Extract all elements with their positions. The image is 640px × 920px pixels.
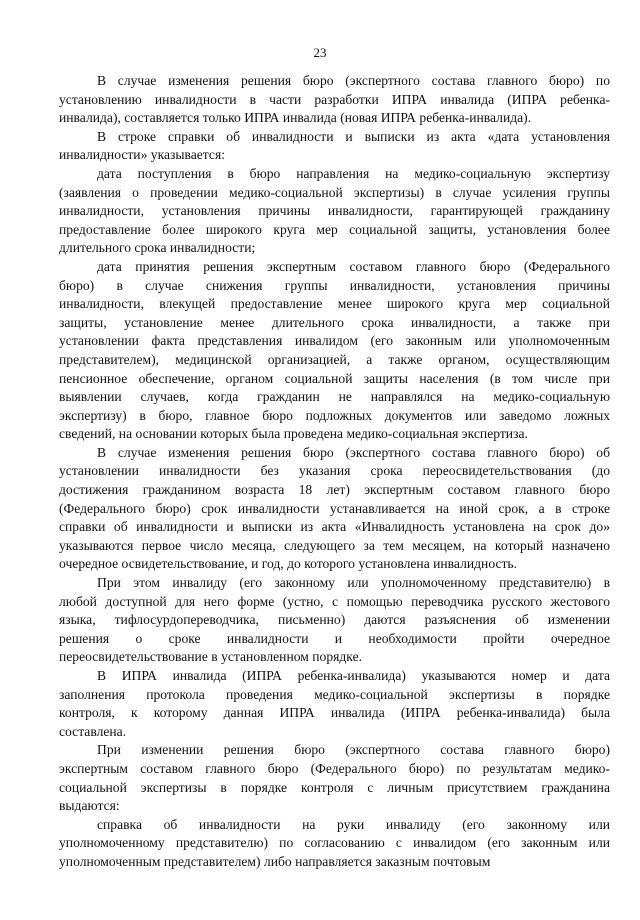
text-line: уполномоченному представителю) по согласованию с инвалидом (его законным или — [59, 835, 610, 851]
text-line: пенсионное обеспечение, органом социальной защиты населения (в том числе при — [59, 370, 610, 386]
text-line: уполномоченным представителем) либо направляется заказным почтовым — [59, 853, 491, 869]
text-line: В строке справки об инвалидности и выписки из акта «дата установления — [97, 128, 610, 144]
paragraph — [59, 816, 610, 872]
text-line: (Федерального бюро) срок инвалидности устанавливается на иной срок, а в строке — [59, 500, 610, 516]
text-line: заполнения протокола проведения медико-социальной экспертизы в порядке — [59, 686, 610, 702]
text-line: установлении факта представления инвалидом (его законным или уполномоченным — [59, 333, 610, 349]
text-line: переосвидетельствование в установленном порядке. — [59, 649, 362, 665]
text-line: указываются первое число месяца, следующего за тем месяцем, на который назначено — [59, 537, 610, 553]
text-line: установлению инвалидности в части разработки ИПРА инвалида (ИПРА ребенка- — [59, 91, 610, 107]
text-line: При изменении решения бюро (экспертного состава главного бюро) — [97, 742, 610, 758]
text-line: экспертизу) в бюро, главное бюро подложных документов или заведомо ложных — [59, 407, 610, 423]
text-line: выявлении случаев, когда гражданин не направлялся на медико-социальную — [59, 389, 610, 405]
text-line: достижения гражданином возраста 18 лет) экспертным составом главного бюро — [59, 482, 610, 498]
text-line: языка, тифлосурдопереводчика, письменно) даются разъяснения об изменении — [59, 612, 610, 628]
text-line: выдаются: — [59, 798, 120, 814]
text-line: экспертным составом главного бюро (Федерального бюро) по результатам медико- — [59, 760, 610, 776]
text-line: инвалидности, установления причины инвалидности, гарантирующей гражданину — [59, 203, 610, 219]
text-line: установлении инвалидности без указания срока переосвидетельствования (до — [59, 463, 610, 479]
text-line: При этом инвалиду (его законному или уполномоченному представителю) в — [97, 575, 610, 591]
document-body — [59, 72, 610, 872]
text-line: решения о сроке инвалидности и необходимости пройти очередное — [59, 630, 610, 646]
paragraph — [59, 128, 610, 165]
text-line: очередное освидетельствование, и год, до которого установлена инвалидность. — [59, 556, 518, 572]
text-line: составлена. — [59, 723, 127, 739]
paragraph — [59, 574, 610, 667]
text-line: инвалидности» указывается: — [59, 147, 225, 163]
text-line: защиты, установление менее длительного срока инвалидности, а также при — [59, 314, 610, 330]
text-line: дата поступления в бюро направления на медико-социальную экспертизу — [97, 165, 610, 181]
text-line: В случае изменения решения бюро (экспертного состава главного бюро) по — [97, 73, 610, 88]
text-line: дата принятия решения экспертным составом главного бюро (Федерального — [97, 258, 610, 274]
text-line: справка об инвалидности на руки инвалиду (его законному или — [97, 816, 610, 832]
paragraph — [59, 667, 610, 741]
text-line: социальной экспертизы в порядке контроля с личным присутствием гражданина — [59, 779, 610, 795]
text-line: предоставление более широкого круга мер социальной защиты, установления более — [59, 221, 610, 237]
page-number: 23 — [313, 45, 327, 60]
text-line: справки об инвалидности и выписки из акта «Инвалидность установлена на срок до» — [59, 519, 610, 535]
paragraph — [59, 444, 610, 574]
text-line: (заявления о проведении медико-социальной экспертизы) в случае усиления группы — [59, 184, 610, 200]
paragraph — [59, 741, 610, 815]
paragraph — [59, 165, 610, 258]
text-line: бюро) в случае снижения группы инвалидности, установления причины — [59, 277, 610, 293]
text-line: инвалидности, влекущей предоставление менее широкого круга мер социальной — [59, 296, 610, 312]
paragraph — [59, 72, 610, 128]
paragraph — [59, 258, 610, 444]
text-line: сведений, на основании которых была проведена медико-социальная экспертиза. — [59, 426, 528, 442]
text-line: инвалида), составляется только ИПРА инвалида (новая ИПРА ребенка-инвалида). — [59, 110, 532, 126]
text-line: представителем), медицинской организацией, а также органом, осуществляющим — [59, 351, 610, 367]
text-line: длительного срока инвалидности; — [59, 240, 256, 256]
text-line: любой доступной для него форме (устно, с помощью переводчика русского жестового — [59, 593, 610, 609]
text-line: В ИПРА инвалида (ИПРА ребенка-инвалида) указываются номер и дата — [97, 668, 610, 683]
text-line: В случае изменения решения бюро (экспертного состава главного бюро) об — [97, 444, 610, 460]
text-line: контроля, к которому данная ИПРА инвалида (ИПРА ребенка-инвалида) была — [59, 705, 610, 721]
